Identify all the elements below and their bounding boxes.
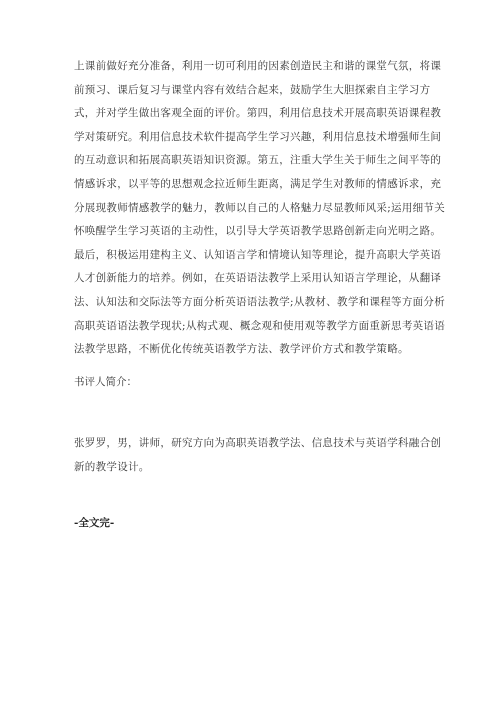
body-line: 法、认知法和交际法等方面分析英语语法教学;从教材、教学和课程等方面分析 xyxy=(74,295,446,308)
body-line: 最后，积极运用建构主义、认知语言学和情境认知等理论，提升高职大学英语 xyxy=(74,248,442,261)
bio-line: 新的教学设计。 xyxy=(74,460,150,473)
body-line: 怀唤醒学生学习英语的主动性，以引导大学英语教学思路创新走向光明之路。 xyxy=(74,225,442,238)
body-line: 人才创新能力的培养。例如，在英语语法教学上采用认知语言学理论，从翻译 xyxy=(74,272,442,285)
article-body xyxy=(74,55,446,362)
body-line: 高职英语语法教学现状;从构式观、概念观和使用观等教学方面重新思考英语语 xyxy=(74,319,446,332)
body-line: 上课前做好充分准备，利用一切可利用的因素创造民主和谐的课堂气氛，将课 xyxy=(74,60,442,72)
reviewer-bio xyxy=(74,432,442,479)
end-of-article-mark: -全文完- xyxy=(74,517,115,529)
body-line: 法教学思路，不断优化传统英语教学方法、教学评价方式和教学策略。 xyxy=(74,343,409,356)
body-line: 情感诉求，以平等的思想观念拉近师生距离，满足学生对教师的情感诉求，充 xyxy=(74,177,442,190)
body-line: 的互动意识和拓展高职英语知识资源。第五，注重大学生关于师生之间平等的 xyxy=(74,154,442,167)
bio-line: 张罗罗，男，讲师，研究方向为高职英语教学法、信息技术与英语学科融合创 xyxy=(74,437,442,449)
body-line: 前预习、课后复习与课堂内容有效结合起来，鼓励学生大胆探索自主学习方 xyxy=(74,83,431,96)
body-line: 式，并对学生做出客观全面的评价。第四，利用信息技术开展高职英语课程教 xyxy=(74,107,442,120)
body-line: 分展现教师情感教学的魅力，教师以自己的人格魅力尽显教师风采;运用细节关 xyxy=(74,201,446,214)
reviewer-heading: 书评人简介： xyxy=(74,376,137,388)
body-line: 学对策研究。利用信息技术软件提高学生学习兴趣，利用信息技术增强师生间 xyxy=(74,130,442,143)
